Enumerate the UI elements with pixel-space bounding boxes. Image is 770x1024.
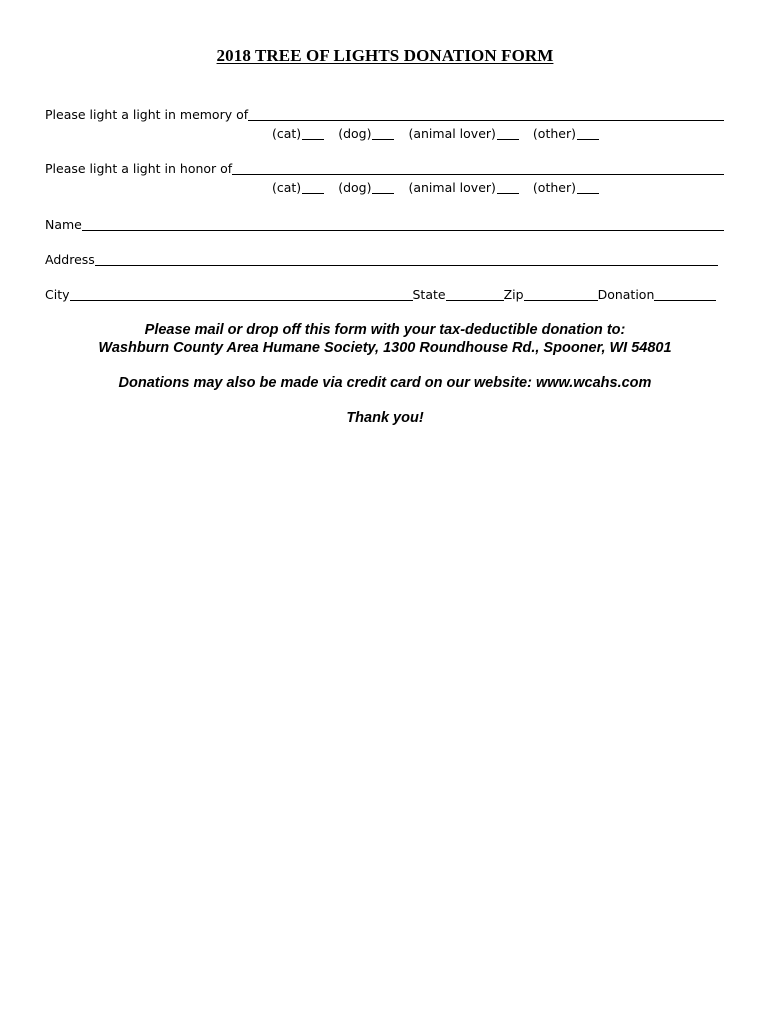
memory-row xyxy=(45,104,724,122)
memory-option-other[interactable]: (other) xyxy=(533,125,599,141)
memory-dog-blank[interactable] xyxy=(372,125,394,140)
memory-option-animal-lover[interactable]: (animal lover) xyxy=(408,125,518,141)
memory-options xyxy=(272,123,613,141)
city-label: City xyxy=(45,287,70,302)
honor-options xyxy=(272,177,613,195)
honor-name-field[interactable] xyxy=(232,160,724,175)
address-field[interactable] xyxy=(95,251,718,266)
donation-field[interactable] xyxy=(654,286,716,301)
zip-label: Zip xyxy=(503,287,524,302)
honor-option-animal-lover[interactable]: (animal lover) xyxy=(408,179,518,195)
memory-label: Please light a light in memory of xyxy=(45,107,249,122)
thank-you-note: Thank you! xyxy=(346,410,424,426)
honor-label: Please light a light in honor of xyxy=(45,161,233,176)
zip-field[interactable] xyxy=(524,286,598,301)
memory-other-blank[interactable] xyxy=(577,125,599,140)
memory-cat-blank[interactable] xyxy=(302,125,324,140)
honor-animal-lover-blank[interactable] xyxy=(497,179,519,194)
honor-option-dog[interactable]: (dog) xyxy=(338,179,394,195)
city-field[interactable] xyxy=(70,286,413,301)
address-row xyxy=(45,249,718,267)
honor-option-cat[interactable]: (cat) xyxy=(272,179,324,195)
form-title: 2018 TREE OF LIGHTS DONATION FORM xyxy=(216,46,554,65)
honor-dog-blank[interactable] xyxy=(372,179,394,194)
honor-option-other[interactable]: (other) xyxy=(533,179,599,195)
name-label: Name xyxy=(45,217,82,232)
memory-name-field[interactable] xyxy=(248,106,724,121)
mail-instructions: Please mail or drop off this form with your tax-deductible donation to: xyxy=(144,322,626,338)
donation-label: Donation xyxy=(597,287,655,302)
state-field[interactable] xyxy=(446,286,504,301)
honor-other-blank[interactable] xyxy=(577,179,599,194)
city-state-zip-row xyxy=(45,284,716,302)
state-label: State xyxy=(412,287,446,302)
honor-row xyxy=(45,158,724,176)
name-field[interactable] xyxy=(82,216,724,231)
memory-option-cat[interactable]: (cat) xyxy=(272,125,324,141)
address-label: Address xyxy=(45,252,95,267)
memory-option-dog[interactable]: (dog) xyxy=(338,125,394,141)
website-note: Donations may also be made via credit card on our website: www.wcahs.com xyxy=(118,375,652,391)
memory-animal-lover-blank[interactable] xyxy=(497,125,519,140)
mail-address: Washburn County Area Humane Society, 1300 Roundhouse Rd., Spooner, WI 54801 xyxy=(98,340,672,356)
name-row xyxy=(45,214,724,232)
honor-cat-blank[interactable] xyxy=(302,179,324,194)
